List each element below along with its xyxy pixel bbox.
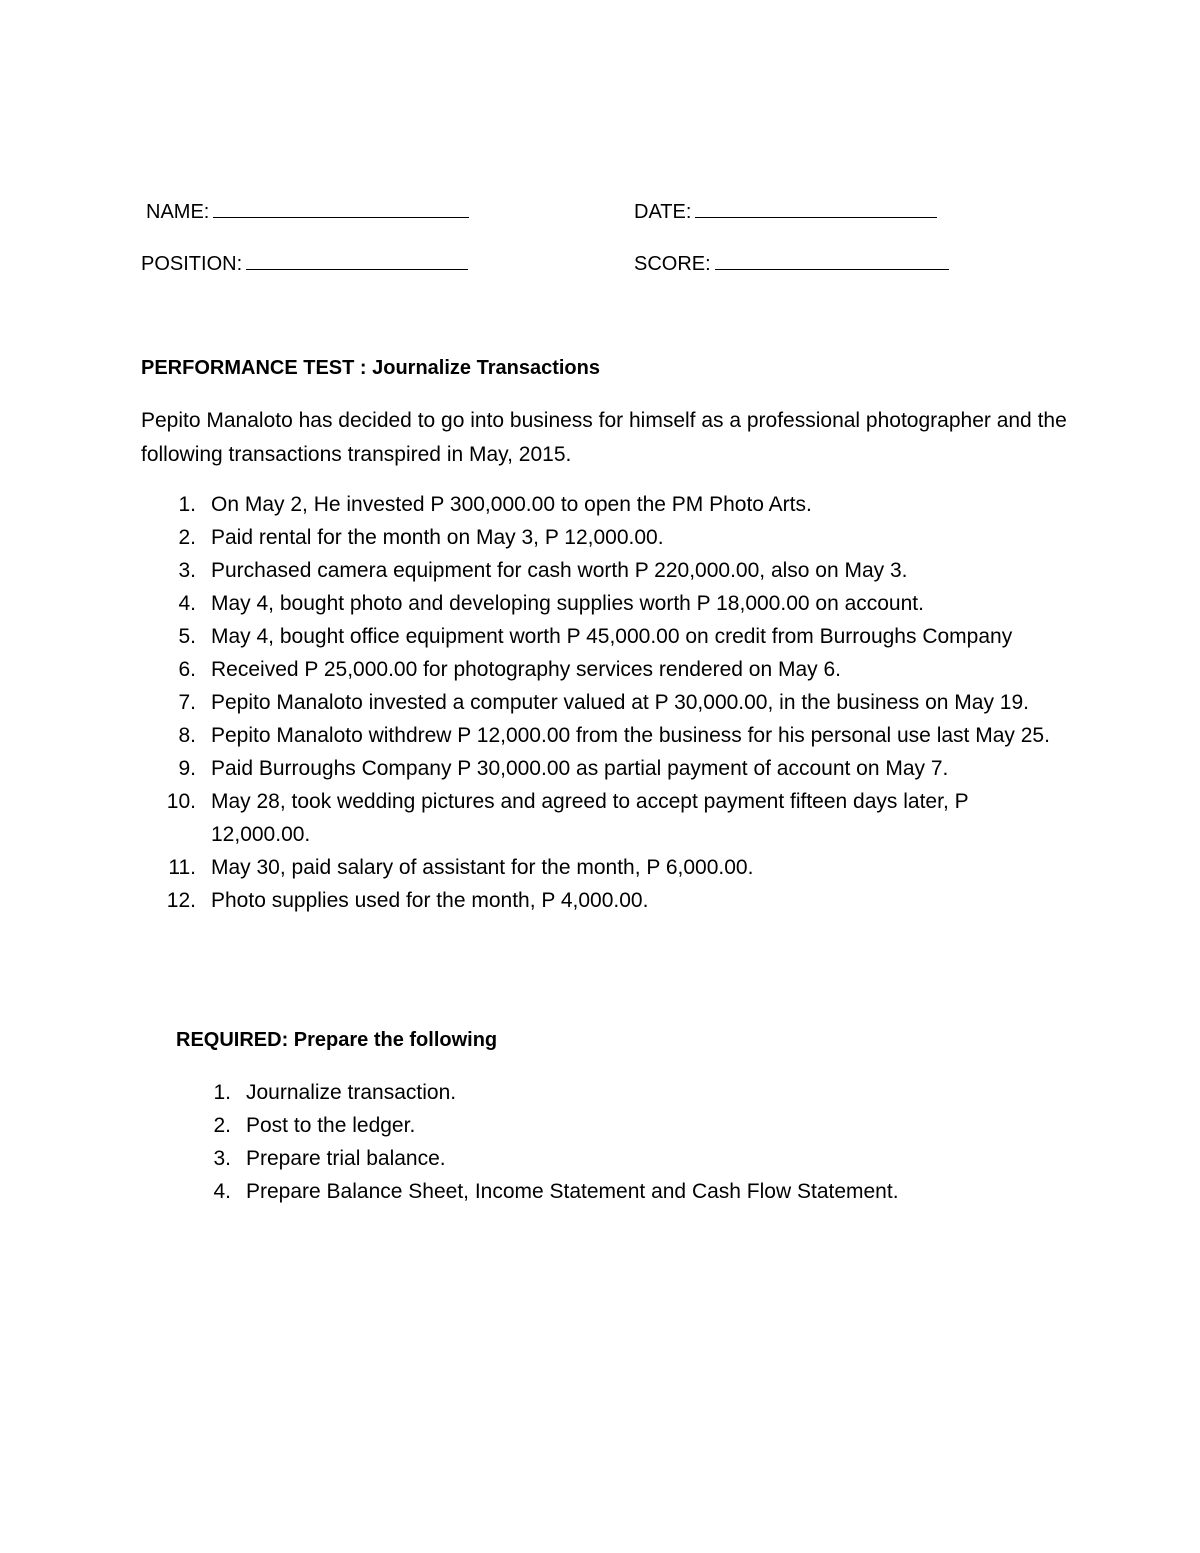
required-title: REQUIRED: Prepare the following bbox=[176, 1029, 498, 1051]
list-text: May 4, bought photo and developing supplies worth P 18,000.00 on account. bbox=[211, 592, 924, 615]
list-text: May 30, paid salary of assistant for the month, P 6,000.00. bbox=[211, 856, 754, 879]
score-field bbox=[634, 249, 949, 276]
list-text: On May 2, He invested P 300,000.00 to open the PM Photo Arts. bbox=[211, 493, 812, 516]
position-label: POSITION: bbox=[141, 253, 243, 275]
score-label: SCORE: bbox=[634, 253, 711, 275]
test-title: PERFORMANCE TEST : Journalize Transactions bbox=[141, 357, 600, 379]
list-text: Received P 25,000.00 for photography services rendered on May 6. bbox=[211, 658, 841, 681]
name-field bbox=[146, 197, 469, 224]
list-item bbox=[141, 785, 1071, 851]
list-item bbox=[176, 1142, 1076, 1175]
list-item bbox=[141, 653, 1071, 686]
list-item bbox=[141, 851, 1071, 884]
name-label: NAME: bbox=[146, 201, 210, 223]
list-item bbox=[176, 1175, 1076, 1208]
list-number: 8. bbox=[178, 724, 196, 747]
list-item bbox=[141, 686, 1071, 719]
list-item bbox=[141, 587, 1071, 620]
name-blank-line bbox=[213, 197, 469, 218]
list-text: Photo supplies used for the month, P 4,000.00. bbox=[211, 889, 649, 912]
list-number: 6. bbox=[178, 658, 196, 681]
list-item bbox=[176, 1109, 1076, 1142]
list-number: 7. bbox=[178, 691, 196, 714]
list-number: 3. bbox=[178, 559, 196, 582]
transaction-list bbox=[141, 488, 1071, 917]
list-number: 2. bbox=[178, 526, 196, 549]
list-item bbox=[176, 1076, 1076, 1109]
list-number: 11. bbox=[168, 856, 196, 879]
score-blank-line bbox=[715, 249, 949, 270]
list-number: 3. bbox=[213, 1147, 231, 1170]
list-text: Paid rental for the month on May 3, P 12,000.00. bbox=[211, 526, 664, 549]
list-item bbox=[141, 488, 1071, 521]
list-number: 1. bbox=[178, 493, 196, 516]
list-number: 12. bbox=[166, 889, 196, 912]
date-blank-line bbox=[695, 197, 937, 218]
date-field bbox=[634, 197, 937, 224]
list-item bbox=[141, 620, 1071, 653]
list-item bbox=[141, 884, 1071, 917]
list-number: 1. bbox=[213, 1081, 231, 1104]
required-list bbox=[176, 1076, 1076, 1208]
list-number: 5. bbox=[178, 625, 196, 648]
list-number: 4. bbox=[178, 592, 196, 615]
list-text: Pepito Manaloto withdrew P 12,000.00 from the business for his personal use last May 25. bbox=[211, 724, 1050, 747]
intro-paragraph: Pepito Manaloto has decided to go into business for himself as a professional photographer and the following transactions transpired in May, 2015. bbox=[141, 409, 1067, 466]
position-blank-line bbox=[246, 249, 468, 270]
list-item bbox=[141, 752, 1071, 785]
list-text: Prepare trial balance. bbox=[246, 1147, 446, 1170]
list-number: 4. bbox=[213, 1180, 231, 1203]
list-text: Pepito Manaloto invested a computer valued at P 30,000.00, in the business on May 19. bbox=[211, 691, 1029, 714]
date-label: DATE: bbox=[634, 201, 692, 223]
list-item bbox=[141, 719, 1071, 752]
list-text: May 28, took wedding pictures and agreed to accept payment fifteen days later, P 12,000.00. bbox=[211, 790, 969, 846]
list-number: 10. bbox=[166, 790, 196, 813]
list-text: Paid Burroughs Company P 30,000.00 as partial payment of account on May 7. bbox=[211, 757, 949, 780]
list-number: 2. bbox=[213, 1114, 231, 1137]
list-text: Journalize transaction. bbox=[246, 1081, 457, 1104]
list-item bbox=[141, 521, 1071, 554]
list-item bbox=[141, 554, 1071, 587]
position-field bbox=[141, 249, 468, 276]
list-text: Purchased camera equipment for cash worth P 220,000.00, also on May 3. bbox=[211, 559, 908, 582]
list-text: Post to the ledger. bbox=[246, 1114, 416, 1137]
list-number: 9. bbox=[178, 757, 196, 780]
list-text: Prepare Balance Sheet, Income Statement and Cash Flow Statement. bbox=[246, 1180, 899, 1203]
list-text: May 4, bought office equipment worth P 45,000.00 on credit from Burroughs Company bbox=[211, 625, 1013, 648]
